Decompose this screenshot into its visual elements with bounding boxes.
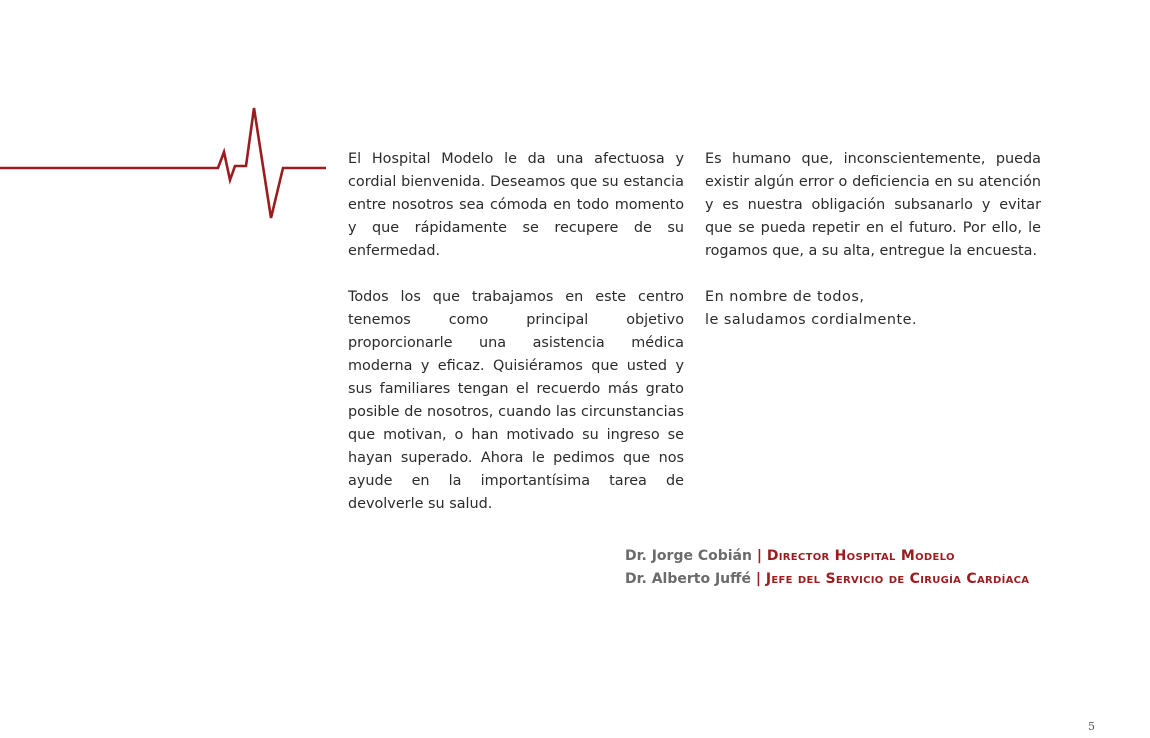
- signature-block: [625, 545, 1029, 591]
- signature-line: [625, 545, 1029, 568]
- letter-closing: [705, 286, 1041, 332]
- signature-name: Dr. Alberto Juffé: [625, 571, 751, 587]
- letter-column-left: [348, 148, 684, 516]
- signature-role: Director Hospital Modelo: [766, 548, 955, 564]
- signature-separator: |: [755, 571, 761, 587]
- heartbeat-line: [0, 108, 326, 218]
- signature-separator: |: [756, 548, 762, 564]
- letter-paragraph: Es humano que, inconscientemente, pueda existir algún error o deficiencia en su atención y es nuestra obligación subsanarlo y evitar que se pueda repetir en el futuro. Por ello, le rogamos que, a su alta, entregue la encuesta.: [705, 151, 1041, 259]
- signature-role: Jefe del Servicio de Cirugía Cardíaca: [765, 571, 1030, 587]
- letter-column-right: [705, 148, 1041, 332]
- closing-line: le saludamos cordialmente.: [705, 312, 918, 328]
- letter-paragraph: El Hospital Modelo le da una afectuosa y cordial bienvenida. Deseamos que su estancia entre nosotros sea cómoda en todo momento y que rápidamente se recupere de su enfermedad.: [348, 151, 684, 259]
- letter-paragraph: Todos los que trabajamos en este centro tenemos como principal objetivo proporcionarle una asistencia médica moderna y eficaz. Quisiéramos que usted y sus familiares tengan el recuerdo más grato posible de nosotros, cuando las circunstancias que motivan, o han motivado su ingreso se hayan superado. Ahora le pedimos que nos ayude en la importantísima tarea de devolverle su salud.: [348, 289, 684, 512]
- signature-line: [625, 568, 1029, 591]
- signature-name: Dr. Jorge Cobián: [625, 548, 752, 564]
- page-number: 5: [1088, 720, 1095, 733]
- heartbeat-line-icon: [0, 100, 330, 225]
- closing-line: En nombre de todos,: [705, 289, 865, 305]
